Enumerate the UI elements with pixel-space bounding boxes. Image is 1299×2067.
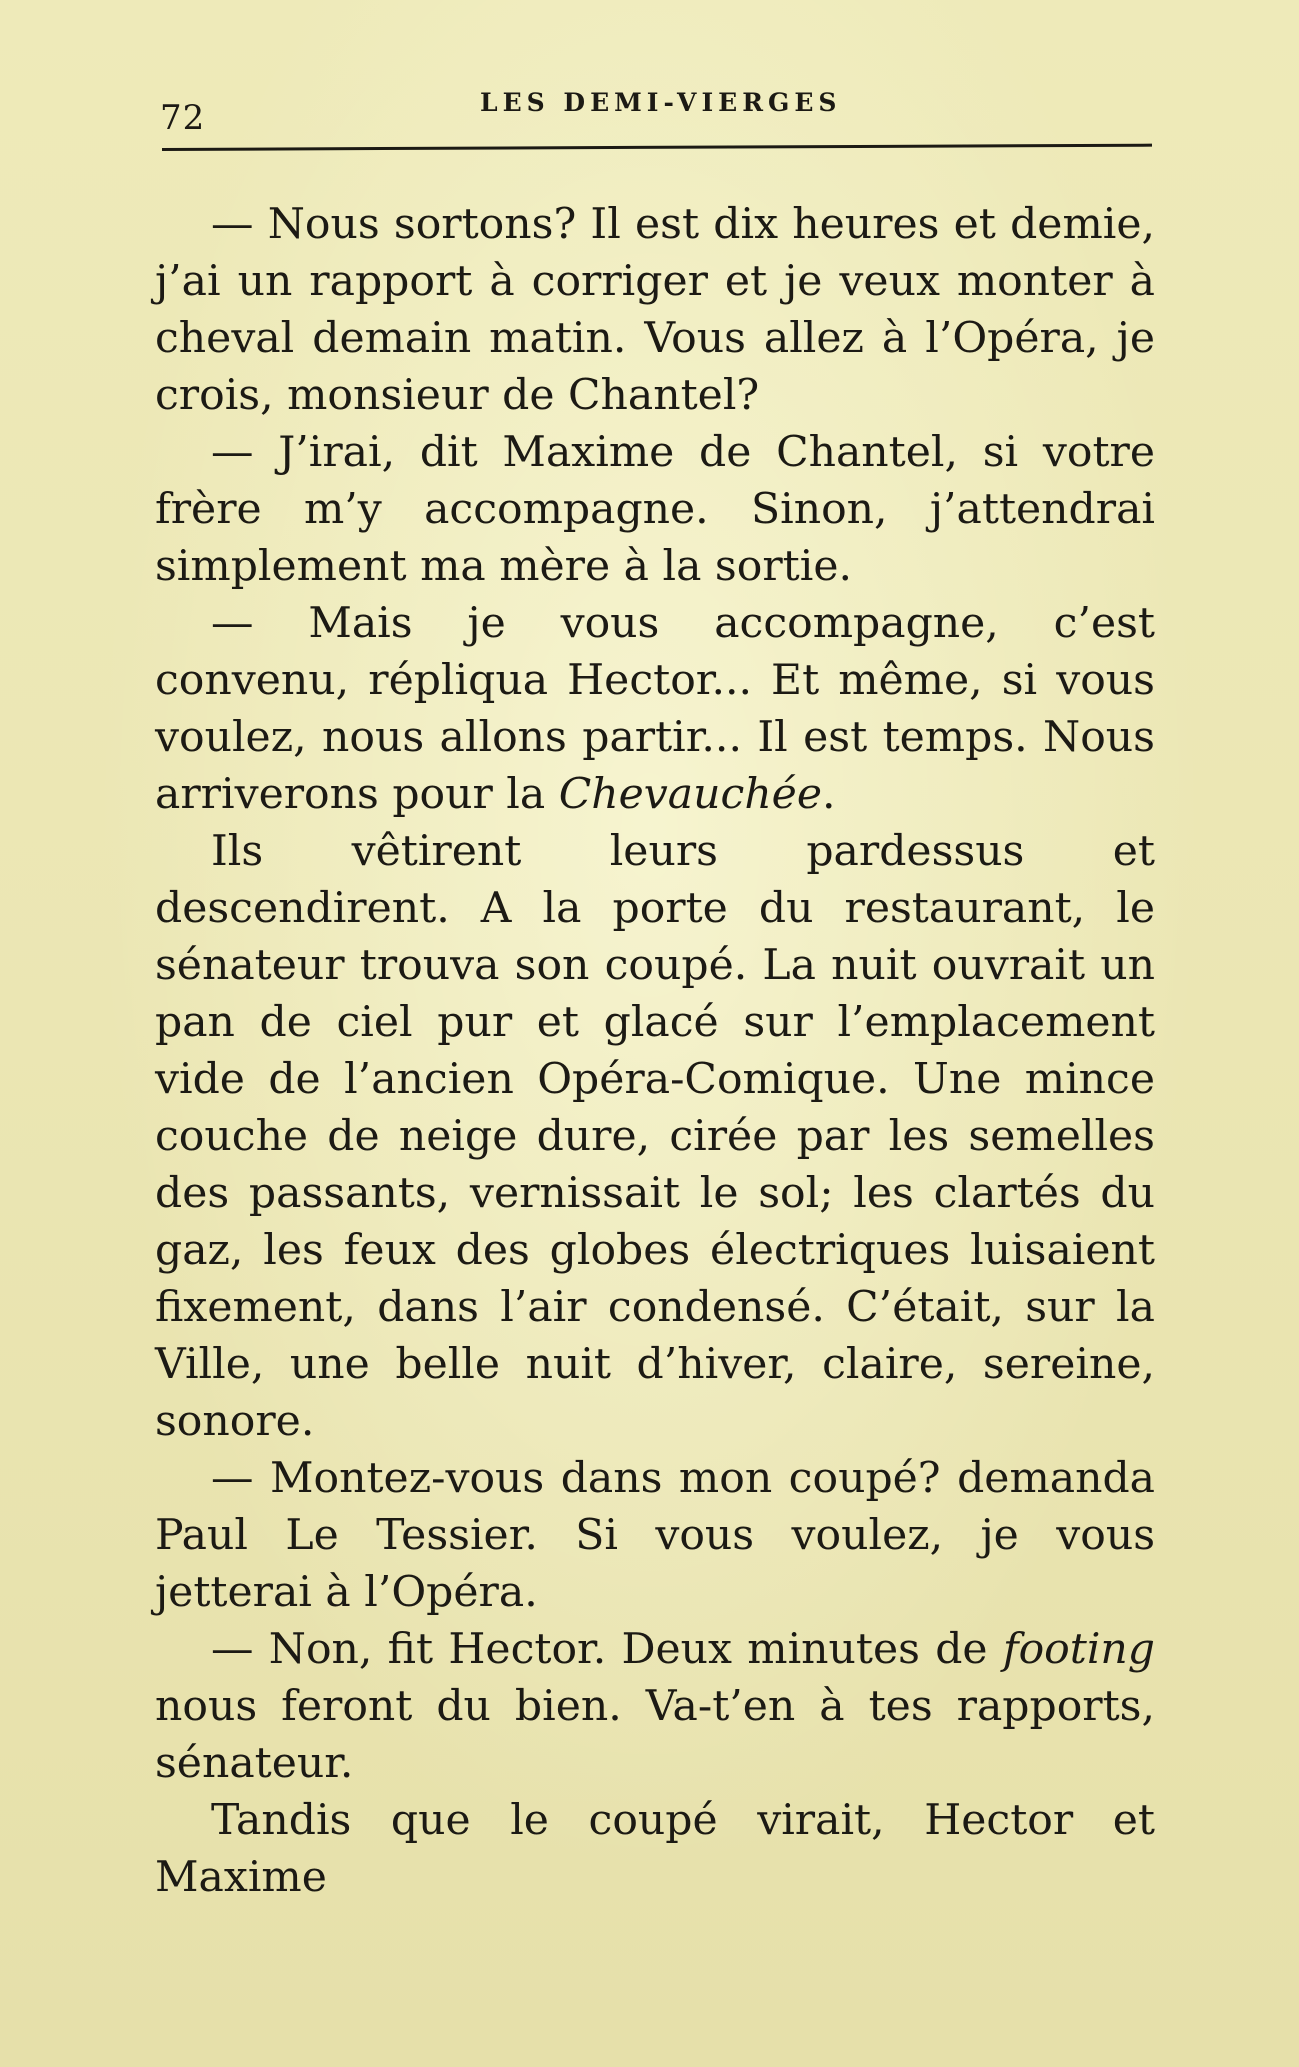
running-head: LES DEMI-VIERGES (480, 88, 842, 117)
paragraph-7: Tandis que le coupé virait, Hector et Maxime (155, 1796, 1155, 1902)
paragraph-2: — J’irai, dit Maxime de Chantel, si votre frère m’y accompagne. Sinon, j’attendrai simplement ma mère à la sortie. (155, 428, 1155, 591)
paragraph-3-text-after: . (822, 770, 836, 819)
paragraph-6-emphasis: footing (1002, 1625, 1155, 1674)
paragraph-3 (155, 595, 1155, 823)
paragraph-3-text-before: — Mais je vous accompagne, c’est convenu, répliqua Hector... Et même, si vous voulez, nous allons partir... Il est temps. Nous arriverons pour la (155, 599, 1155, 819)
paragraph-5: — Montez-vous dans mon coupé? demanda Paul Le Tessier. Si vous voulez, je vous jetterai à l’Opéra. (155, 1454, 1155, 1617)
page-number: 72 (160, 98, 206, 138)
page-header (160, 78, 1150, 148)
paragraph-6-text-after: nous feront du bien. Va-t’en à tes rapports, sénateur. (155, 1682, 1155, 1788)
body-text (155, 196, 1155, 1906)
paragraph-3-emphasis: Chevauchée (558, 770, 822, 819)
paragraph-4: Ils vêtirent leurs pardessus et descendirent. A la porte du restaurant, le sénateur trouva son coupé. La nuit ouvrait un pan de ciel pur et glacé sur l’emplacement vide de l’ancien Opéra-Comique. Une mince couche de neige dure, cirée par les semelles des passants, vernissait le sol; les clartés du gaz, les feux des globes électriques luisaient fixement, dans l’air condensé. C’était, sur la Ville, une belle nuit d’hiver, claire, sereine, sonore. (155, 827, 1155, 1446)
paragraph-6-text-before: — Non, fit Hector. Deux minutes de (211, 1625, 1003, 1674)
paragraph-1: — Nous sortons? Il est dix heures et demie, j’ai un rapport à corriger et je veux monter à cheval demain matin. Vous allez à l’Opéra, je crois, monsieur de Chantel? (155, 200, 1155, 420)
paragraph-6 (155, 1621, 1155, 1792)
